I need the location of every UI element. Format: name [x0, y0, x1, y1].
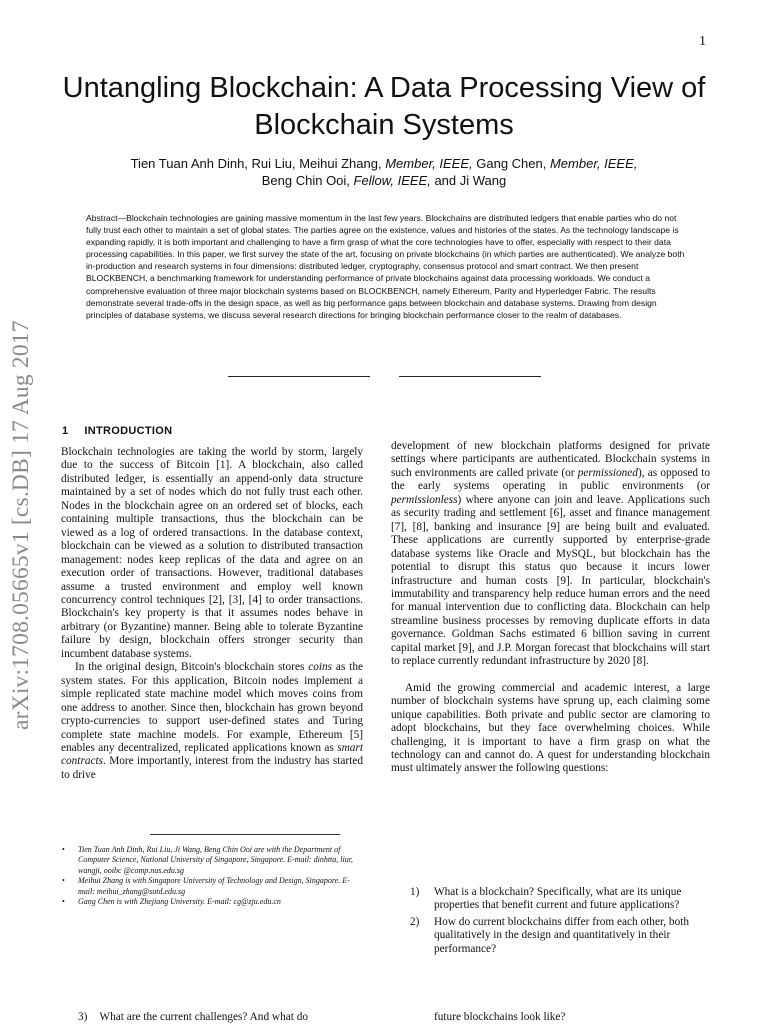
question-list	[410, 886, 710, 959]
left-column-body	[61, 446, 363, 782]
paper-title: Untangling Blockchain: A Data Processing View of Blockchain Systems	[62, 72, 706, 141]
abstract-divider-right	[399, 376, 541, 377]
author-line-2: Beng Chin Ooi, Fellow, IEEE, and Ji Wang	[261, 173, 507, 188]
footnote-divider	[150, 834, 340, 835]
list-item: 1) What is a blockchain? Specifically, what are its unique properties that benefit current and future applications?	[410, 886, 682, 912]
arxiv-identifier: arXiv:1708.05665v1 [cs.DB] 17 Aug 2017	[8, 320, 34, 730]
section-heading: 1 INTRODUCTION	[62, 425, 173, 437]
intro-paragraph-2: In the original design, Bitcoin's blockchain stores coins as the system states. For this application, Bitcoin nodes implement a simple replicated state machine model which moves coins from one address to another. Since then, blockchain has grown beyond crypto-currencies to support user-defined states and Turing complete state machine models. For example, Ethereum [5] enables any decentralized, replicated applications known as smart contracts. More importantly, interest from the industry has started to drive	[61, 661, 363, 781]
right-column-body	[391, 440, 710, 776]
question-3: 3) What are the current challenges? And what do	[78, 1011, 309, 1023]
footnote-item: • Gang Chen is with Zhejiang University. E-mail: cg@zju.edu.cn	[62, 897, 281, 907]
abstract: Abstract—Blockchain technologies are gaining massive momentum in the last few years. Blockchains are distributed ledgers that enable parties who do not fully trust each other to maintain a set of global states. The parties agree on the existence, values and histories of the states. As the technology landscape is expanding rapidly, it is both important and challenging to have a firm grasp of what the core technologies have to offer, especially with respect to their data processing capabilities. In this paper, we first survey the state of the art, focusing on private blockchains (in which parties are authenticated). We analyze both in-production and research systems in four dimensions: distributed ledger, cryptography, consensus protocol and smart contract. We then present BLOCKBENCH, a benchmarking framework for understanding performance of private blockchains against data processing workloads. We conduct a comprehensive evaluation of three major blockchain systems based on BLOCKBENCH, namely Ethereum, Parity and Hyperledger Fabric. The results demonstrate several trade-offs in the design space, as well as big performance gaps between blockchain and database systems. Drawing from design principles of database systems, we discuss several research directions for bringing blockchain performance closer to the realm of databases.	[86, 213, 685, 320]
author-footnotes	[62, 845, 362, 907]
list-item: 2) How do current blockchains differ from each other, both qualitatively in the design and quantitatively in their performance?	[410, 915, 690, 955]
author-list	[60, 155, 708, 189]
footnote-item: • Tien Tuan Anh Dinh, Rui Liu, Ji Wang, Beng Chin Ooi are with the Department of Computer Science, National University of Singapore, Singapore. E-mail: dinhtta, liur, wangji, ooibc @comp.nus.edu.sg	[62, 845, 353, 875]
page-number: 1	[699, 34, 706, 49]
abstract-divider-left	[228, 376, 370, 377]
author-line-1: Tien Tuan Anh Dinh, Rui Liu, Meihui Zhang, Member, IEEE, Gang Chen, Member, IEEE,	[130, 156, 638, 171]
question-3-continuation: future blockchains look like?	[434, 1011, 566, 1023]
footnote-item: • Meihui Zhang is with Singapore University of Technology and Design, Singapore. E-mail: meihui_zhang@sutd.edu.sg	[62, 876, 350, 896]
intro-paragraph-4: Amid the growing commercial and academic interest, a large number of blockchain systems have sprung up, each claiming some unique capabilities. Both private and public sector are clamoring to adopt blockchains, but they face overwhelming choices. While challenging, it is important to have a firm grasp on what the technology can and cannot do. A quest for understanding blockchain must ultimately answer the following questions:	[391, 681, 710, 775]
intro-paragraph-1: Blockchain technologies are taking the world by storm, largely due to the success of Bitcoin [1]. A blockchain, also called distributed ledger, is essentially an append-only data structure maintained by a set of nodes which do not fully trust each other. Nodes in the blockchain agree on an ordered set of blocks, each containing multiple transactions, thus the blockchain can be viewed as a log of ordered transactions. In the database context, blockchain can be viewed as a solution to distributed transaction management: nodes keep replicas of the data and agree on an execution order of transactions. However, traditional databases assume a trusted environment and employ well known concurrency control techniques [2], [3], [4] to order transactions. Blockchain's key property is that it assumes nodes behave in arbitrary (or Byzantine) manner. Being able to tolerate Byzantine failure by design, blockchain offers stronger security than incumbent database systems.	[61, 446, 363, 660]
intro-paragraph-3: development of new blockchain platforms designed for private settings where participants are authenticated. Blockchain systems in such environments are called private (or permissioned), as opposed to the early systems operating in public environments (or permissionless) where anyone can join and leave. Applications such as security trading and settlement [6], asset and finance management [7], [8], banking and insurance [9] are being built and evaluated. These applications are currently supported by enterprise-grade database systems like Oracle and MySQL, but blockchain has the potential to disrupt this status quo because it incurs lower infrastructure and human costs [9]. In particular, blockchain's immutability and transparency help reduce human errors and the need for manual intervention due to conflicting data. Blockchain can help streamline business processes by removing duplicate efforts in data governance. Goldman Sachs estimated 6 billion saving in current capital market [9], and J.P. Morgan forecast that blockchains will start to replace currently redundant infrastructure by 2020 [8].	[391, 440, 710, 668]
